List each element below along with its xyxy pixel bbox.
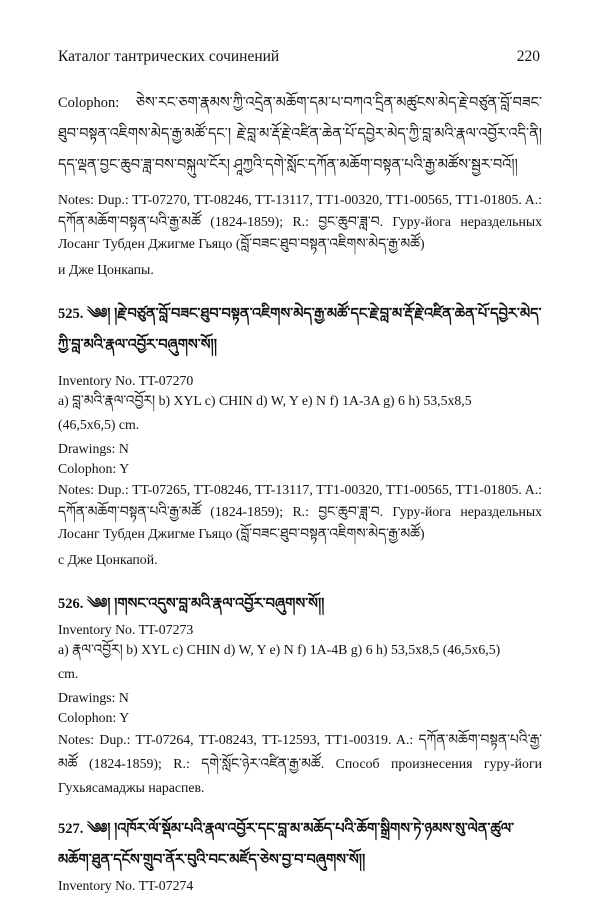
catalog-entry-526 <box>58 589 542 800</box>
notes-end: и Дже Цонкапы. <box>58 262 154 277</box>
entry-tibetan-title: ༄༅། །རྗེ་བཙུན་བློ་བཟང་ཐུབ་བསྟན་འཇིགས་མེད་རྒྱ་མཚོ་དང་རྗེ་བླ་མ་རྡོ་རྗེ་འཛིན་ཆེན་པོ་དབྱེར་མེད་ཀྱི་བླ་མའི་རྣལ་འབྱོར་བཞུགས་སོ།། <box>58 306 542 353</box>
catalog-entry-525 <box>58 299 542 575</box>
notes: Notes: Dup.: TT-07264, TT-08243, TT-12593, TT1-00319. A.: དཀོན་མཆོག་བསྟན་པའི་རྒྱ་མཚོ (1824-1859); R.: དགེ་སློང་ཉེར་འཛིན་རྒྱ་མཚོ. Способ произнесения гуру-йоги Гухьясамаджы нараспев. <box>58 732 542 795</box>
inventory-number: Inventory No. TT-07270 <box>58 373 194 388</box>
drawings: Drawings: N <box>58 441 129 456</box>
previous-entry-tail <box>58 88 542 285</box>
page-header <box>58 48 542 66</box>
entry-details-cont: (46,5x6,5) cm. <box>58 417 140 432</box>
entry-number: 525. <box>58 306 84 322</box>
inventory-number: Inventory No. TT-07274 <box>58 878 194 893</box>
notes-end: с Дже Цонкапой. <box>58 552 158 567</box>
colophon-flag: Colophon: Y <box>58 710 130 725</box>
colophon-flag: Colophon: Y <box>58 461 130 476</box>
catalog-page <box>58 42 542 896</box>
entry-number: 527. <box>58 821 84 837</box>
running-title: Каталог тантрических сочинений <box>58 48 280 65</box>
inventory-number: Inventory No. TT-07273 <box>58 622 194 637</box>
entry-title <box>58 814 542 876</box>
notes: Notes: Dup.: TT-07270, TT-08246, TT-13117, TT1-00320, TT1-00565, TT1-01805. A.: དཀོན་མཆོག་བསྟན་པའི་རྒྱ་མཚོ (1824-1859); R.: བྱང་ཆུབ་ཟླ་བ. Гуру-йога нераздельных Лосанг Тубден Джигме Гьяцо (བློ་བཟང་ཐུབ་བསྟན་འཇིགས་མེད་རྒྱ་མཚོ) <box>58 192 542 251</box>
page-number: 220 <box>516 48 540 65</box>
entry-title <box>58 589 542 620</box>
drawings: Drawings: N <box>58 690 129 705</box>
entry-details-cont: cm. <box>58 666 79 681</box>
entry-number: 526. <box>58 596 84 612</box>
entry-details: a) རྣལ་འབྱོར། b) XYL c) CHIN d) W, Y e) N f) 1A-4B g) 6 h) 53,5x8,5 (46,5x6,5) <box>58 642 501 657</box>
catalog-entry-527 <box>58 814 542 896</box>
entry-title <box>58 299 542 361</box>
entry-tibetan-title: ༄༅། །འཁོར་ལོ་སྡོམ་པའི་རྣལ་འབྱོར་དང་བླ་མ་མཆོད་པའི་ཆོག་སྒྲིགས་ཏེ་ཉམས་སུ་ལེན་ཚུལ་མཆོག་ཐུན་དངོས་གྲུབ་ནོར་བུའི་བང་མཛོད་ཅེས་བྱ་བ་བཞུགས་སོ།། <box>58 821 515 868</box>
entry-details: a) བླ་མའི་རྣལ་འབྱོར། b) XYL c) CHIN d) W, Y e) N f) 1A-3A g) 6 h) 53,5x8,5 <box>58 393 472 408</box>
colophon-text <box>58 88 542 181</box>
colophon-label: Colophon: <box>58 95 120 111</box>
notes: Notes: Dup.: TT-07265, TT-08246, TT-13117, TT1-00320, TT1-00565, TT1-01805. A.: དཀོན་མཆོག་བསྟན་པའི་རྒྱ་མཚོ (1824-1859); R.: བྱང་ཆུབ་ཟླ་བ. Гуру-йога нераздельных Лосанг Тубден Джигме Гьяцо (བློ་བཟང་ཐུབ་བསྟན་འཇིགས་མེད་རྒྱ་མཚོ) <box>58 482 542 541</box>
entry-tibetan-title: ༄༅། །གསང་འདུས་བླ་མའི་རྣལ་འབྱོར་བཞུགས་སོ།། <box>87 596 325 612</box>
colophon-tibetan: ཅེས་རང་ཅག་རྣམས་ཀྱི་འདྲེན་མཆོག་དམ་པ་བཀའ་དྲིན་མཚུངས་མེད་རྗེ་བཙུན་བློ་བཟང་ཐུབ་བསྟན་འཇིགས་མེད་རྒྱ་མཚོ་དང་། རྗེ་བླ་མ་རྡོ་རྗེ་འཛིན་ཆེན་པོ་དབྱེར་མེད་ཀྱི་བླ་མའི་རྣལ་འབྱོར་འདི་ནི། དད་ལྡན་བྱང་ཆུབ་ཟླ་བས་བསྐུལ་ངོར། ཤཱཀྱའི་དགེ་སློང་དཀོན་མཆོག་བསྟན་པའི་རྒྱ་མཚོས་སྦྱར་བའོ།། <box>58 95 542 173</box>
